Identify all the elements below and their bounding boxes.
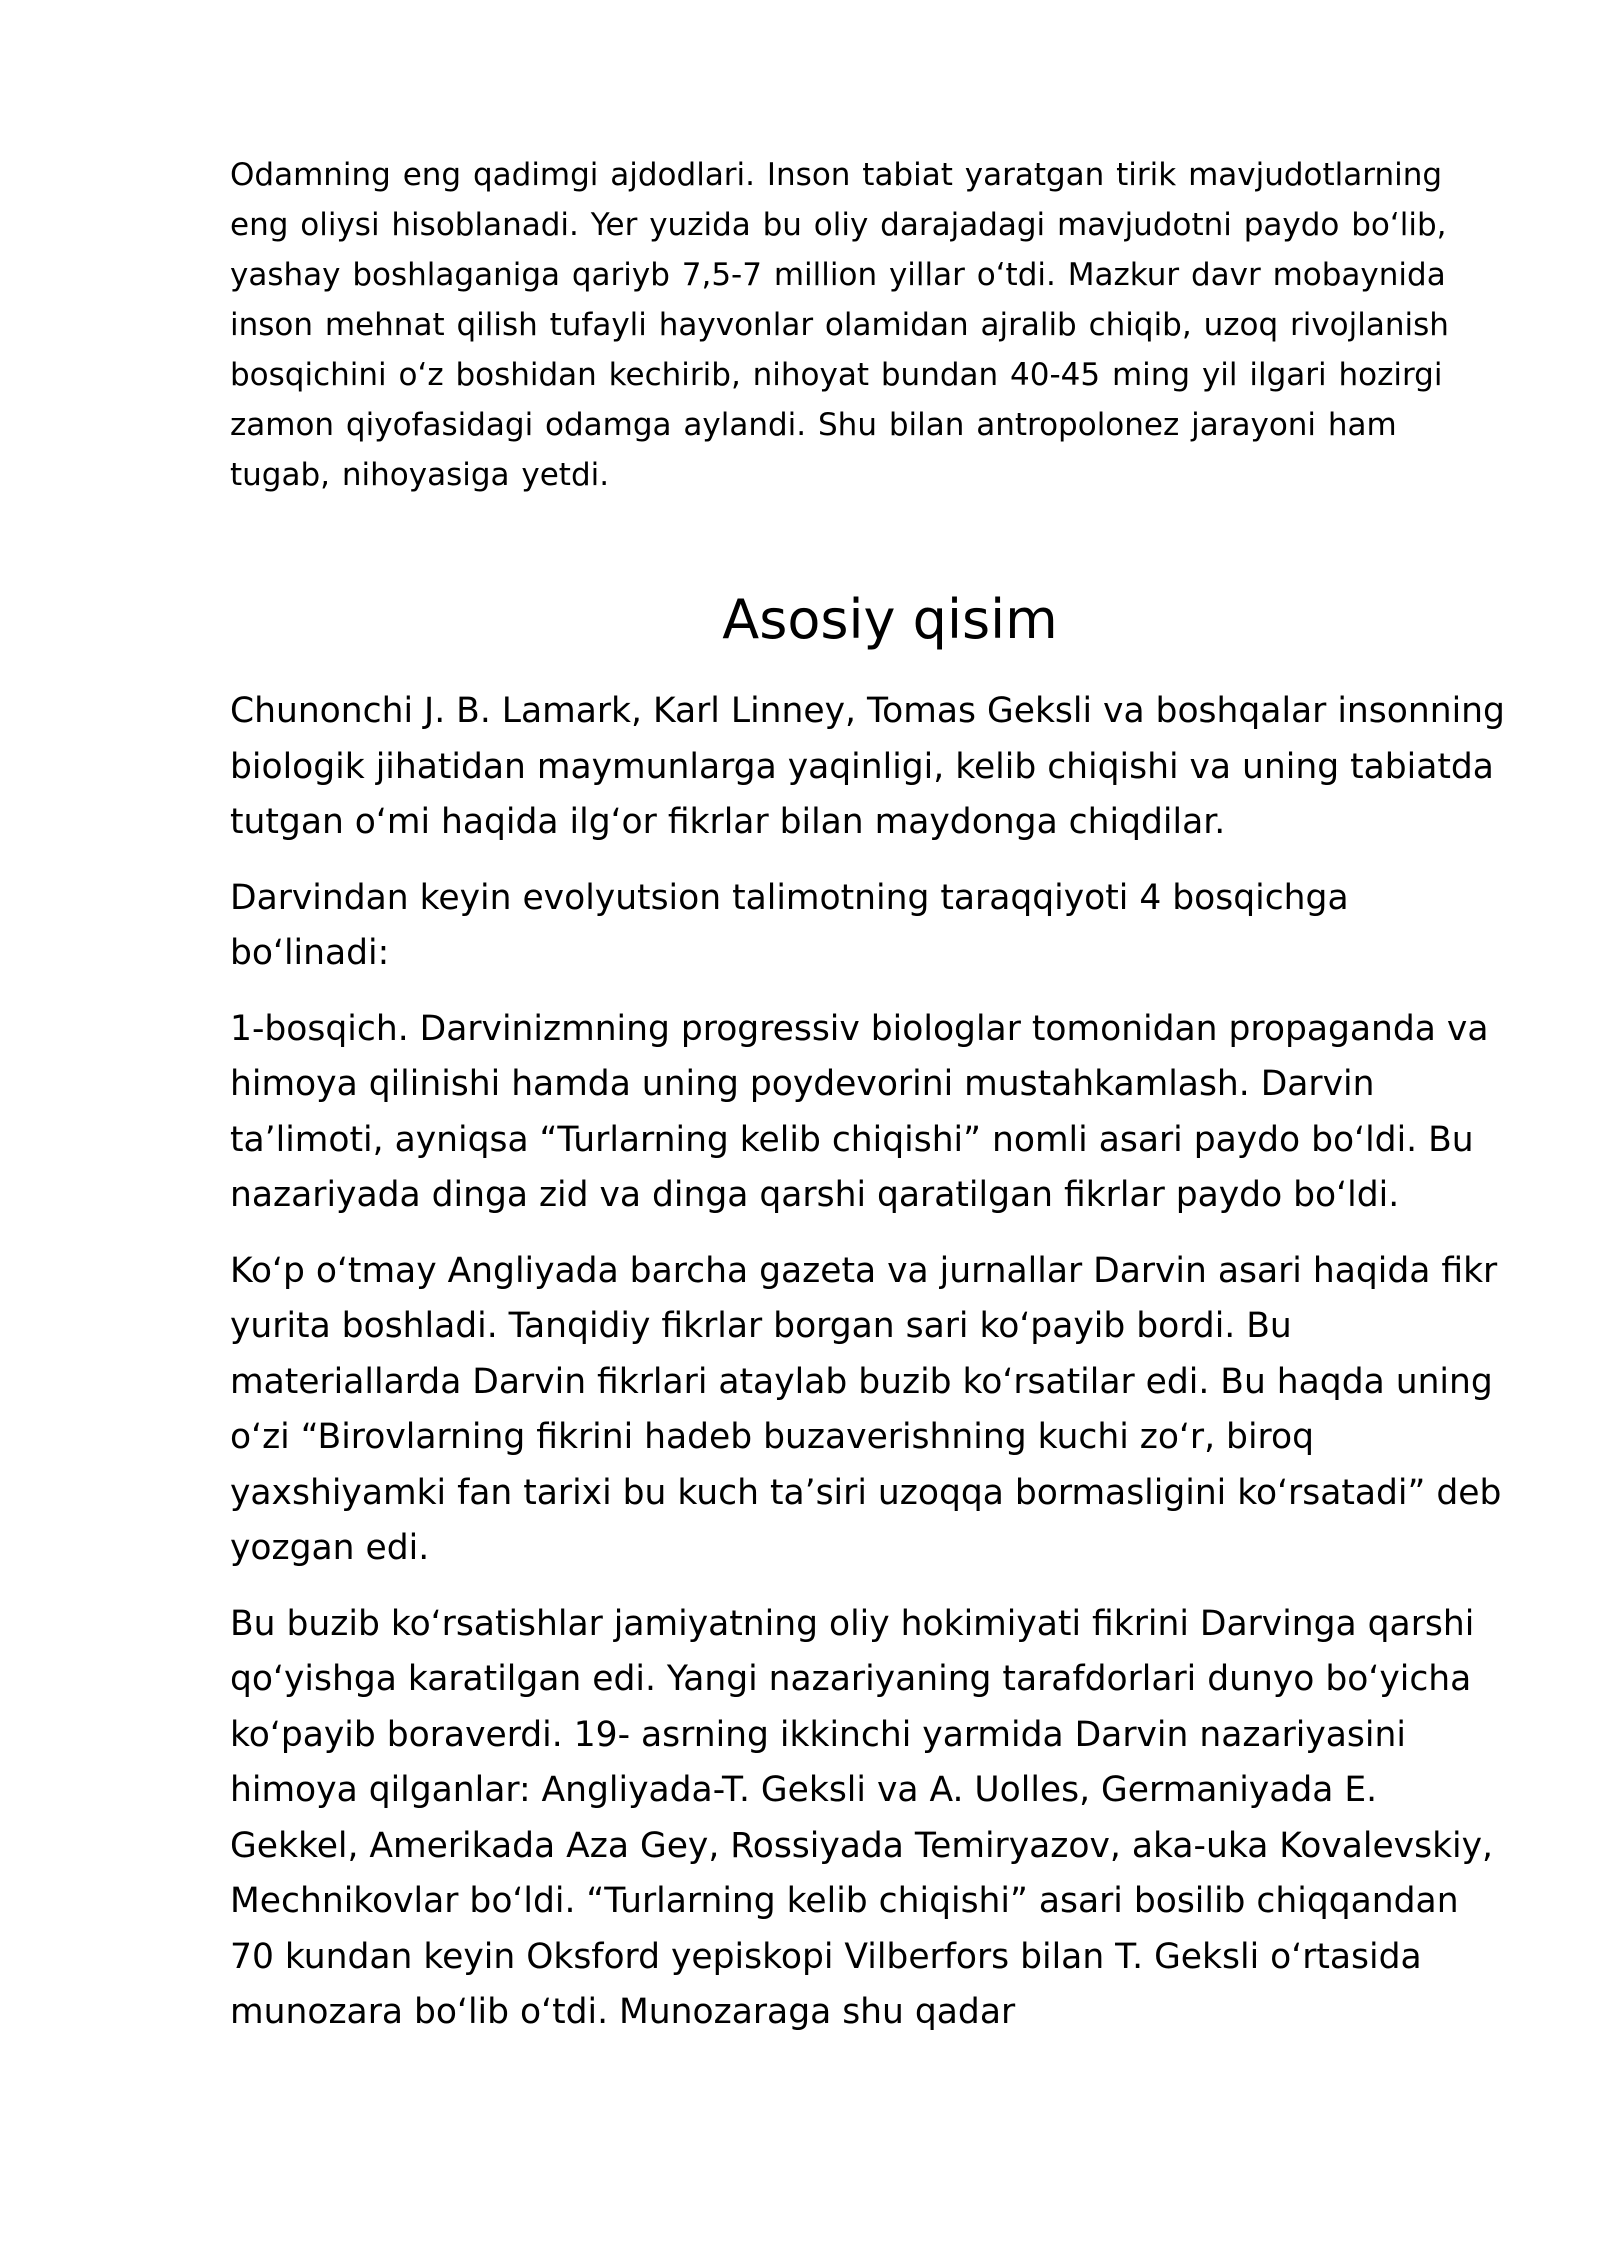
section-heading: Asosiy qisim bbox=[722, 588, 1058, 651]
intro-paragraph: Odamning eng qadimgi ajdodlari. Inson tabiat yaratgan tirik mavjudotlarning eng oliysi hisoblanadi. Yer yuzida bu oliy darajadagi mavjudotni paydo boʻlib, yashay boshlaganiga qariyb 7,5-7 million yillar oʻtdi. Mazkur davr mobaynida inson mehnat qilish tufayli hayvonlar olamidan ajralib chiqib, uzoq rivojlanish bosqichini oʻz boshidan kechirib, nihoyat bundan 40-45 ming yil ilgari hozirgi zamon qiyofasidagi odamga aylandi. Shu bilan antropolonez jarayoni ham tugab, nihoyasiga yetdi. bbox=[230, 157, 1449, 493]
paragraph-1: Chunonchi J. B. Lamark, Karl Linney, Tomas Geksli va boshqalar insonning biologik jihatidan maymunlarga yaqinligi, kelib chiqishi va uning tabiatda tutgan oʻmi haqida ilgʻor fikrlar bilan maydonga chiqdilar. bbox=[230, 691, 1505, 842]
paragraph-4: Koʻp oʻtmay Angliyada barcha gazeta va jurnallar Darvin asari haqida fikr yurita boshladi. Tanqidiy fikrlar borgan sari koʻpayib bordi. Bu materiallarda Darvin fikrlari ataylab buzib koʻrsatilar edi. Bu haqda uning oʻzi “Birovlarning fikrini hadeb buzaverishning kuchi zoʻr, biroq yaxshiyamki fan tarixi bu kuch taʼsiri uzoqqa bormasligini koʻrsatadi” deb yozgan edi. bbox=[230, 1250, 1502, 1568]
paragraph-5: Bu buzib koʻrsatishlar jamiyatning oliy hokimiyati fikrini Darvinga qarshi qoʻyishga karatilgan edi. Yangi nazariyaning tarafdorlari dunyo boʻyicha koʻpayib boraverdi. 19- asrning ikkinchi yarmida Darvin nazariyasini himoya qilganlar: Angliyada-T. Geksli va A. Uolles, Germaniyada E. Gekkel, Amerikada Aza Gey, Rossiyada Temiryazov, aka-uka Kovalevskiy, Mechnikovlar boʻldi. “Turlarning kelib chiqishi” asari bosilib chiqqandan 70 kundan keyin Oksford yepiskopi Vilberfors bilan T. Geksli oʻrtasida munozara boʻlib oʻtdi. Munozaraga shu qadar bbox=[230, 1603, 1494, 2032]
paragraph-2: Darvindan keyin evolyutsion talimotning taraqqiyoti 4 bosqichga boʻlinadi: bbox=[230, 877, 1349, 973]
paragraph-3: 1-bosqich. Darvinizmning progressiv biologlar tomonidan propaganda va himoya qilinishi hamda uning poydevorini mustahkamlash. Darvin taʼlimoti, ayniqsa “Turlarning kelib chiqishi” nomli asari paydo boʻldi. Bu nazariyada dinga zid va dinga qarshi qaratilgan fikrlar paydo boʻldi. bbox=[230, 1008, 1489, 1215]
body-text bbox=[230, 684, 1510, 2061]
